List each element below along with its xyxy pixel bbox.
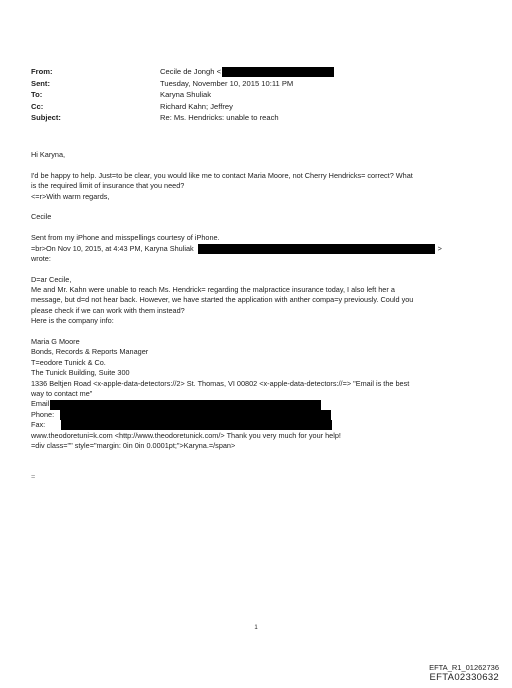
body-line: <=r>With warm regards, — [31, 191, 110, 201]
equals-artifact: = — [31, 472, 36, 482]
subject-value: Re: Ms. Hendricks: unable to reach — [160, 113, 279, 123]
greeting: Hi Karyna, — [31, 150, 66, 159]
website-line: www.theodoretuni=k.com <http://www.theodoretunick.com/> Thank you very much for your help! — [31, 430, 341, 440]
quote-intro-text: =br>On Nov 10, 2015, at 4:43 PM, Karyna Shuliak — [31, 243, 194, 253]
cc-value: Richard Kahn; Jeffrey — [160, 101, 233, 111]
subject-label: Subject: — [31, 113, 61, 123]
redaction-box — [198, 244, 435, 254]
sent-value: Tuesday, November 10, 2015 10:11 PM — [160, 78, 294, 88]
cc-row — [31, 101, 334, 113]
bates-id-large: EFTA02330632 — [429, 672, 499, 683]
body-line: Me and Mr. Kahn were unable to reach Ms. Hendrick= regarding the malpractice insurance today, I also left her a — [31, 285, 395, 295]
contact-building: The Tunick Building, Suite 300 — [31, 368, 130, 378]
from-label: From: — [31, 67, 53, 76]
contact-title: Bonds, Records & Reports Manager — [31, 347, 149, 357]
fax-line — [31, 420, 491, 430]
redaction-box — [61, 420, 332, 430]
body-line: message, but d=d not hear back. However, we have started the application with anther compa=y previously. Could you — [31, 295, 414, 305]
subject-row — [31, 112, 334, 124]
sent-from-line: Sent from my iPhone and misspellings courtesy of iPhone. — [31, 233, 220, 243]
signoff: Cecile — [31, 212, 52, 222]
contact-note: way to contact me" — [31, 388, 93, 398]
contact-name: Maria G Moore — [31, 337, 80, 347]
fax-label: Fax: — [31, 420, 46, 430]
to-value: Karyna Shuliak — [160, 90, 212, 100]
quote-intro-tail: > — [437, 243, 442, 253]
email-header — [31, 66, 334, 124]
phone-line — [31, 410, 491, 420]
body-line: I'd be happy to help. Just=to be clear, you would like me to contact Maria Moore, not Cherry Hendricks= correct? What — [31, 170, 413, 180]
wrote-line: wrote: — [31, 253, 51, 263]
redaction-box — [50, 400, 321, 410]
contact-company: T=eodore Tunick & Co. — [31, 357, 106, 367]
html-artifact-line: =div class="" style="margin: 0in 0in 0.0001pt;">Karyna.=/span> — [31, 440, 236, 450]
body-line: Here is the company info: — [31, 316, 114, 326]
email-body — [31, 150, 491, 483]
email-line — [31, 399, 491, 409]
contact-address: 1336 Beltjen Road <x-apple-data-detectors://2> St. Thomas, VI 00802 <x-apple-data-detectors://=> "Email is the best — [31, 378, 410, 388]
quote-intro-line — [31, 244, 491, 254]
to-row — [31, 89, 334, 101]
to-label: To: — [31, 90, 43, 100]
bates-id-small: EFTA_R1_01262736 — [429, 663, 499, 672]
sent-label: Sent: — [31, 78, 50, 88]
cc-label: Cc: — [31, 101, 44, 111]
redaction-box — [222, 67, 334, 77]
phone-label: Phone: — [31, 409, 55, 419]
email-label: Email — [31, 399, 50, 409]
body-line: please check if we can work with them instead? — [31, 305, 185, 315]
sent-row — [31, 78, 334, 90]
page-number: 1 — [254, 625, 258, 631]
dear-line: D=ar Cecile, — [31, 274, 72, 284]
from-value: Cecile de Jongh < — [160, 67, 222, 76]
redaction-box — [60, 410, 331, 420]
body-line: is the required limit of insurance that you need? — [31, 181, 185, 191]
from-row — [31, 66, 334, 78]
